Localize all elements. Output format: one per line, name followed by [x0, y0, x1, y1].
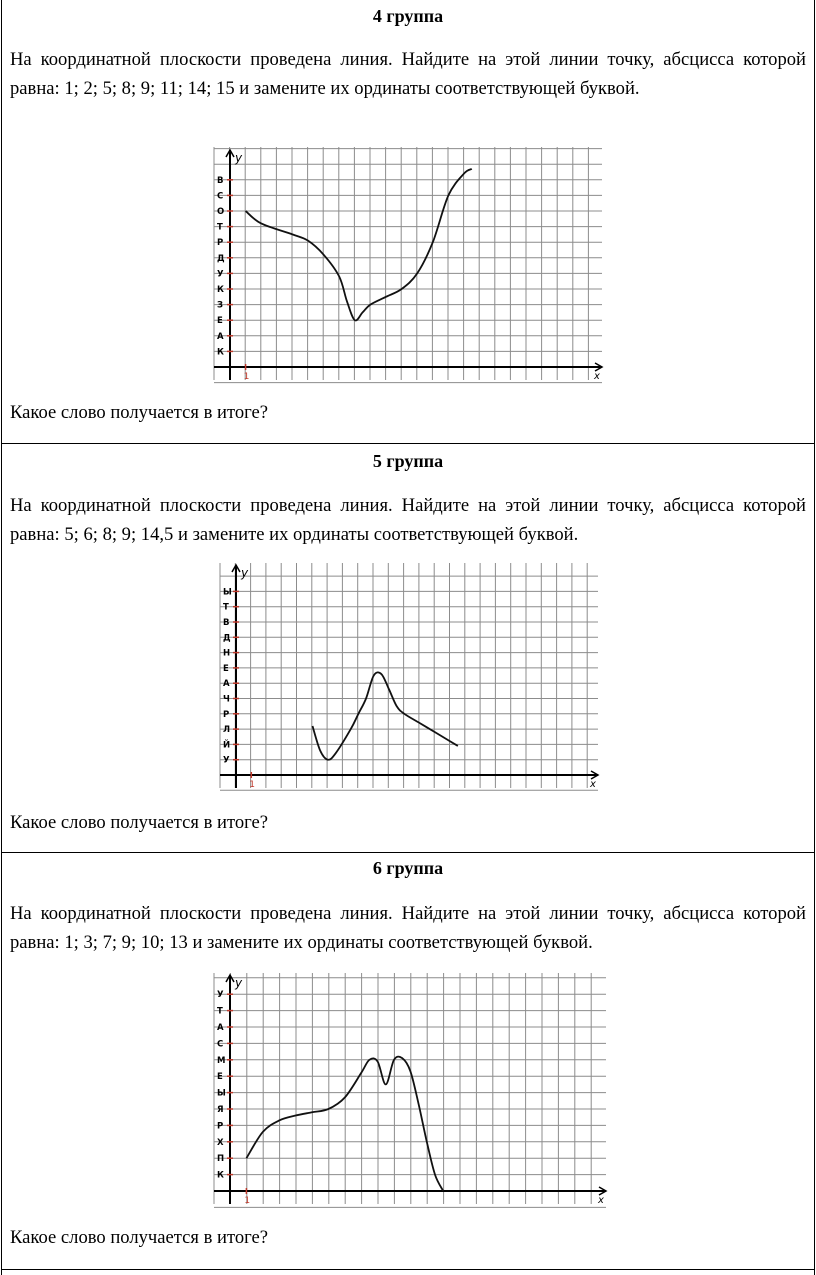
x-axis-label: x [594, 371, 600, 382]
y-tick-letter: У [217, 269, 224, 280]
y-tick-letter: Я [217, 1105, 224, 1115]
y-tick-letter: Ы [217, 1088, 226, 1099]
y-tick-letter: А [223, 679, 230, 690]
y-tick-letter: К [217, 285, 224, 295]
y-tick-letter: В [223, 618, 230, 628]
y-tick-letter: Н [223, 648, 231, 659]
x-tick-label: 1 [243, 372, 250, 382]
y-tick-letter: Ы [223, 587, 232, 598]
y-tick-letter: Л [223, 725, 231, 736]
y-axis-label: y [235, 976, 243, 990]
table-bottom-border [1, 1269, 815, 1270]
y-tick-letter: Х [217, 1137, 224, 1148]
group-6-question: Какое слово получается в итоге? [10, 1227, 269, 1248]
y-tick-letter: С [217, 191, 224, 202]
y-tick-letter: О [217, 207, 225, 217]
y-tick-letter: Ч [223, 694, 230, 705]
group-5-prompt: На координатной плоскости проведена линия. Найдите на этой линии точку, абсцисса которой равна: 5; 6; 8; 9; 14,5 и замените их ординаты соответствующей буквой. [10, 495, 806, 545]
y-tick-letter: Р [223, 709, 230, 720]
y-tick-letter: А [217, 1023, 224, 1033]
y-tick-letter: Й [223, 740, 231, 751]
group-6-prompt: На координатной плоскости проведена линия. Найдите на этой линии точку, абсцисса которой равна: 1; 3; 7; 9; 10; 13 и замените их ординаты соответствующей буквой. [10, 903, 806, 953]
grid [214, 973, 606, 1207]
y-tick-letter: Т [217, 222, 223, 233]
y-tick-letter: Р [217, 238, 224, 249]
y-tick-letter: К [217, 1170, 224, 1181]
y-tick-letter: М [217, 1055, 226, 1066]
y-tick-letter: Е [217, 316, 223, 327]
y-axis-label: y [235, 151, 243, 165]
x-tick-label: 1 [249, 780, 256, 790]
y-tick-letter: Е [217, 1072, 223, 1083]
group-5-title: 5 группа [372, 451, 444, 471]
y-tick-letter: Р [217, 1121, 224, 1132]
y-tick-letter: А [217, 331, 224, 342]
y-tick-letter: К [217, 347, 224, 358]
y-tick-letter: Т [217, 1006, 223, 1017]
y-tick-letter: П [217, 1154, 225, 1165]
group-4-title: 4 группа [372, 6, 444, 26]
x-axis-label: x [598, 1195, 604, 1206]
x-tick-label: 1 [244, 1196, 251, 1206]
group-5-question: Какое слово получается в итоге? [10, 812, 269, 833]
y-tick-letter: С [217, 1039, 224, 1050]
y-tick-letter: Т [223, 602, 229, 613]
y-tick-letter: У [223, 755, 230, 766]
y-tick-letter: У [217, 990, 224, 1001]
y-tick-letter: Е [223, 663, 229, 674]
x-axis-label: x [590, 779, 596, 790]
group-4-question: Какое слово получается в итоге? [10, 402, 269, 423]
y-axis-label: y [241, 566, 249, 580]
y-tick-letter: З [217, 300, 224, 311]
group-6-title: 6 группа [372, 858, 444, 878]
group-4-prompt: На координатной плоскости проведена линия. Найдите на этой линии точку, абсцисса которой равна: 1; 2; 5; 8; 9; 11; 14; 15 и замените их ординаты соответствующей буквой. [10, 49, 806, 99]
y-tick-letter: Д [223, 633, 231, 644]
y-tick-letter: Д [217, 253, 225, 264]
y-tick-letter: В [217, 175, 224, 186]
